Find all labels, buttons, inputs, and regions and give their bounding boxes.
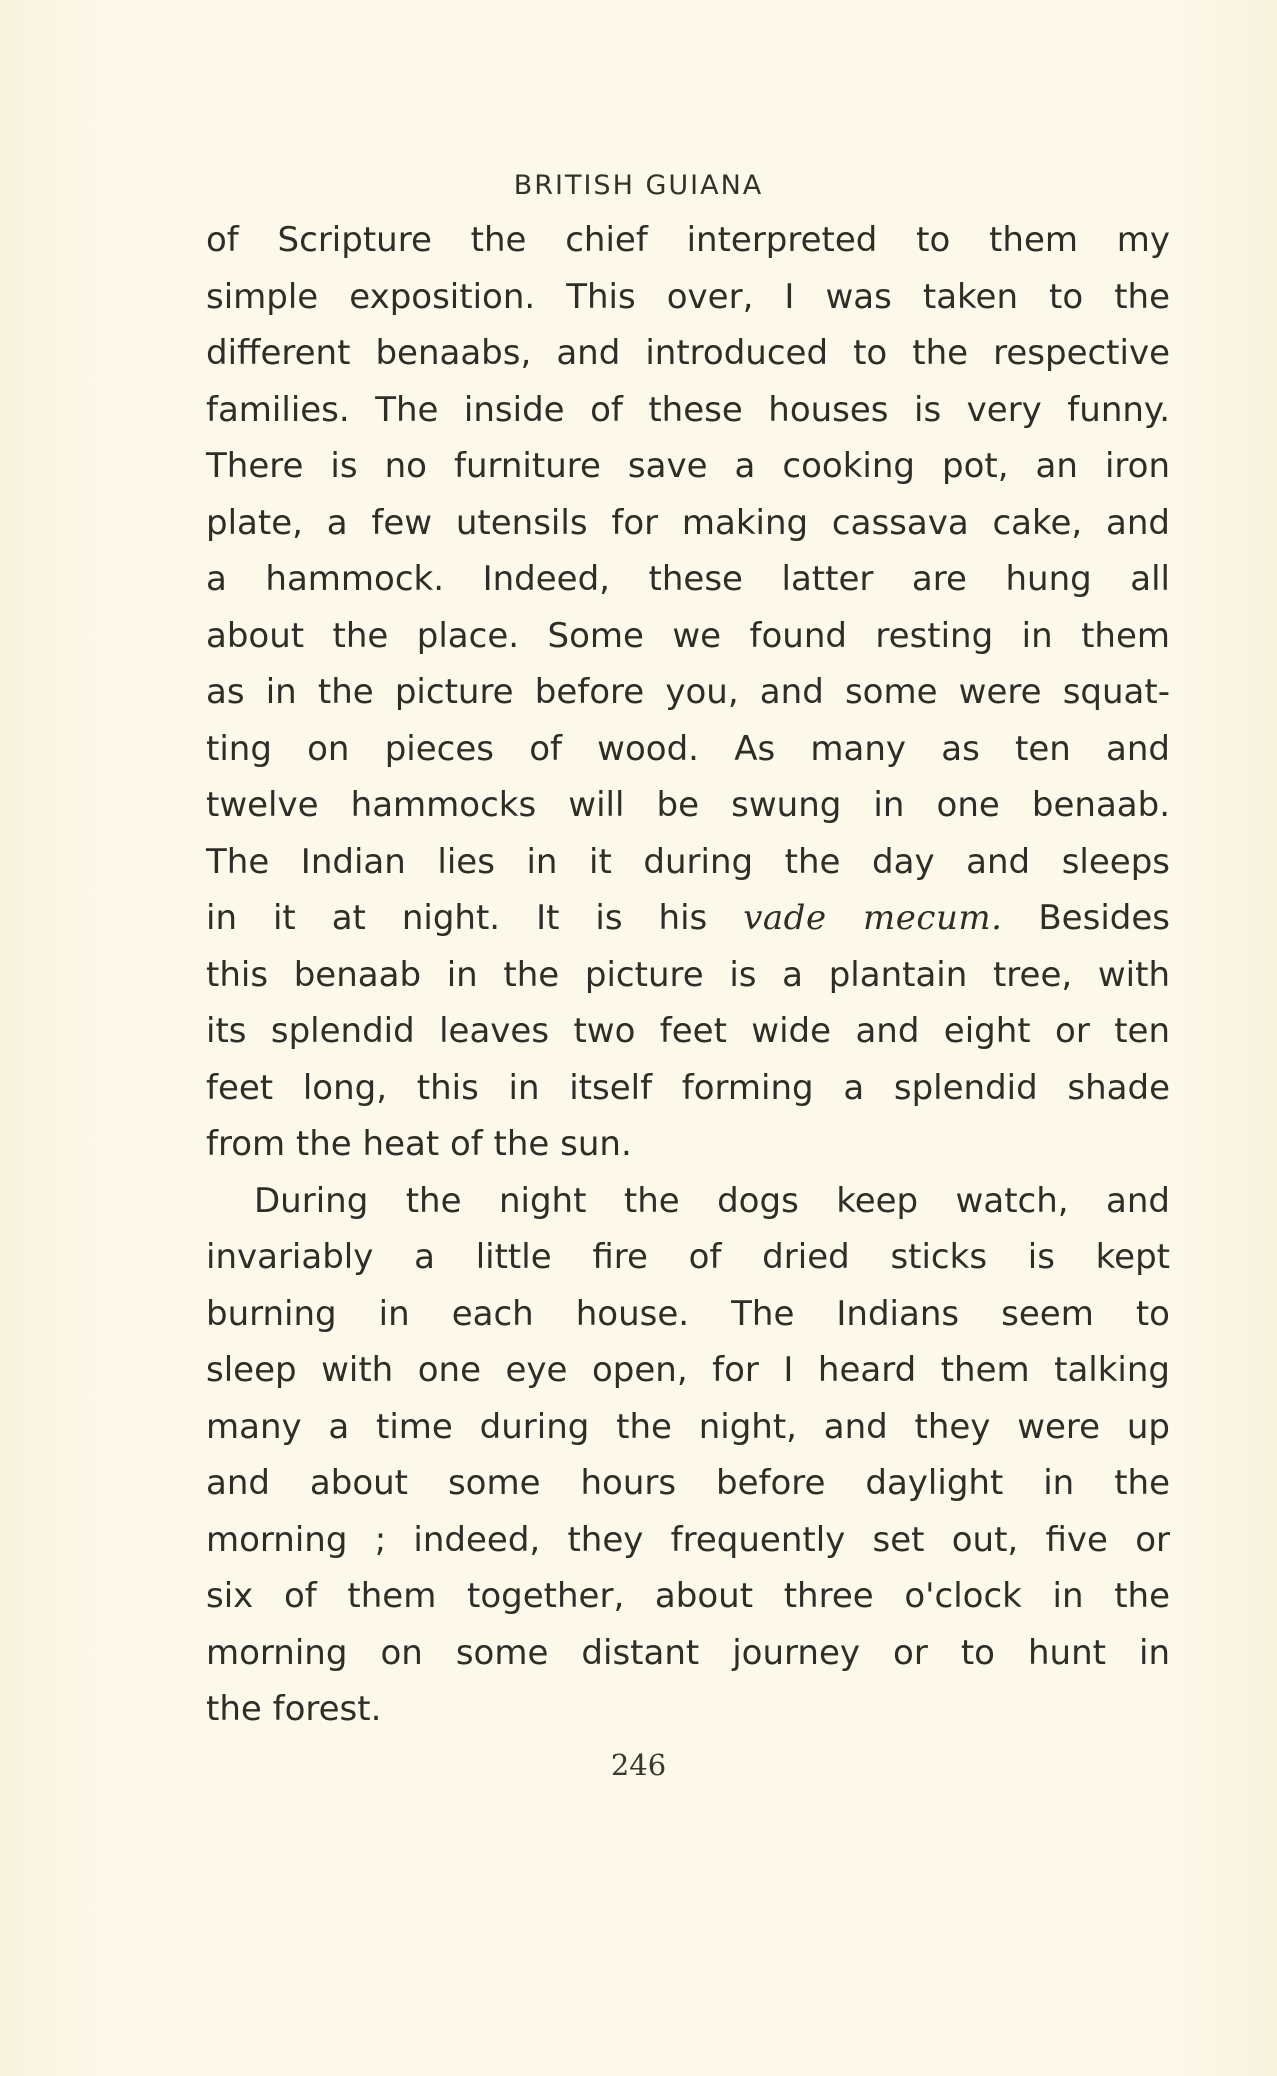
- italic-phrase: vade mecum.: [743, 898, 1003, 938]
- page-number: 246: [610, 1748, 667, 1782]
- text-line: The Indian lies in it during the day and sleeps: [206, 841, 1170, 882]
- text-line: many a time during the night, and they were up: [206, 1406, 1170, 1447]
- text-line: ting on pieces of wood. As many as ten and: [206, 728, 1170, 769]
- line-segment: Besides: [1002, 898, 1170, 938]
- text-line: about the place. Some we found resting in them: [206, 615, 1170, 656]
- text-line: morning on some distant journey or to hunt in: [206, 1632, 1170, 1673]
- text-line: the forest.: [206, 1689, 382, 1729]
- text-line-with-italic: [206, 890, 1170, 947]
- text-line: morning ; indeed, they frequently set out, five or: [206, 1519, 1170, 1560]
- text-line: twelve hammocks will be swung in one benaab.: [206, 785, 1170, 825]
- text-line: invariably a little fire of dried sticks is kept: [206, 1237, 1170, 1277]
- text-line: feet long, this in itself forming a splendid shade: [206, 1067, 1170, 1108]
- text-line: plate, a few utensils for making cassava cake, and: [206, 502, 1170, 543]
- text-line: simple exposition. This over, I was taken to the: [206, 276, 1170, 317]
- text-line: its splendid leaves two feet wide and eight or ten: [206, 1011, 1170, 1051]
- running-head: BRITISH GUIANA: [513, 170, 764, 201]
- text-line: as in the picture before you, and some were squat-: [206, 672, 1170, 712]
- text-line: burning in each house. The Indians seem to: [206, 1293, 1170, 1334]
- text-line: six of them together, about three o'clock in the: [206, 1576, 1170, 1616]
- paragraph-1: [206, 212, 1170, 1173]
- text-line: from the heat of the sun.: [206, 1124, 632, 1164]
- text-line: and about some hours before daylight in the: [206, 1463, 1170, 1503]
- text-line: this benaab in the picture is a plantain tree, with: [206, 954, 1170, 995]
- text-line: There is no furniture save a cooking pot, an iron: [206, 446, 1170, 486]
- text-line: During the night the dogs keep watch, and: [254, 1180, 1170, 1221]
- paragraph-2: [206, 1173, 1170, 1738]
- text-line: different benaabs, and introduced to the respective: [206, 333, 1170, 373]
- text-line: families. The inside of these houses is very funny.: [206, 389, 1170, 430]
- text-line: sleep with one eye open, for I heard them talking: [206, 1350, 1170, 1390]
- line-segment: in it at night. It is his: [206, 898, 744, 938]
- text-line: a hammock. Indeed, these latter are hung all: [206, 559, 1170, 599]
- body-text: [206, 212, 1170, 1738]
- text-line: of Scripture the chief interpreted to them my: [206, 220, 1170, 260]
